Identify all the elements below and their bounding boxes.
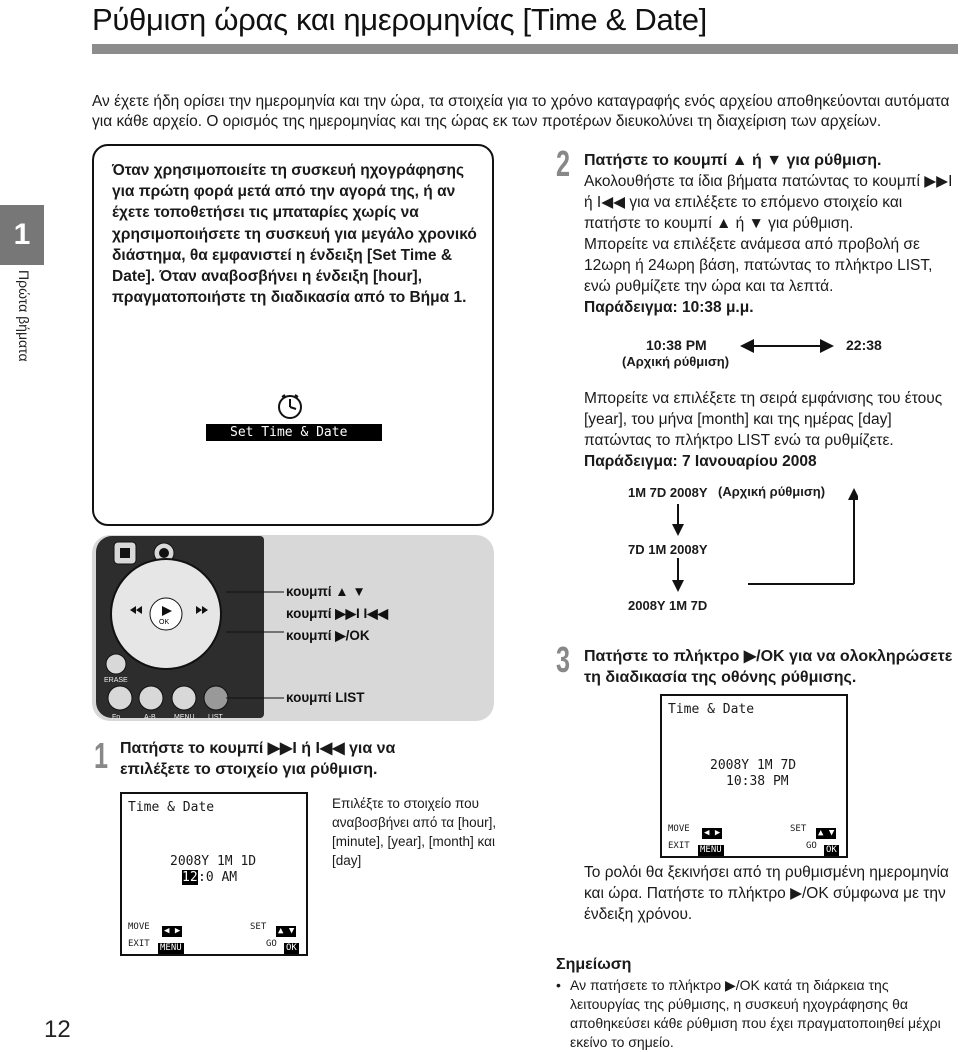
- chapter-tab: 1: [0, 205, 44, 265]
- order-1: 1M 7D 2008Y: [628, 485, 708, 500]
- order-3: 2008Y 1M 7D: [628, 598, 708, 613]
- ab-repeat-button[interactable]: [139, 686, 163, 710]
- lcd-date: 2008Y 1M 7D: [710, 758, 797, 773]
- step1-side-text: Επιλέξτε το στοιχείο που αναβοσβήνει από τα [hour], [minute], [year], [month] και [day]: [332, 796, 497, 868]
- time-24h: 22:38: [846, 337, 882, 353]
- step3-heading: Πατήστε το πλήκτρο ▶/OK για να ολοκληρώσετε τη διαδικασία της οθόνης ρύθμισης.: [584, 648, 953, 686]
- time-12h: 10:38 PM: [646, 337, 707, 353]
- menu-label: MENU: [174, 714, 195, 721]
- info-box-text: Όταν χρησιμοποιείτε τη συσκευή ηχογράφησης για πρώτη φορά μετά από την αγορά της, ή αν έχετε τοποθετήσει τις μπαταρίες χωρίς να χρησιμοποιήσετε τη συσκευή για μεγάλο χρονικό διάστημα, θα εμφανιστεί η ένδειξη [Set Time & Date]. Όταν αναβοσβήνει η ένδειξη [hour], πραγματοποιήστε τη διαδικασία από το Βήμα 1.: [112, 162, 477, 307]
- note-bullet-text: Αν πατήσετε το πλήκτρο ▶/OK κατά τη διάρκεια της λειτουργίας της ρύθμισης, η συσκευή ηχογράφησης θα αποθηκεύσει κάθε ρύθμιση που έχει πραγματοποιηθεί μέχρι εκείνο το σημείο.: [570, 977, 941, 1050]
- step2-example1: Παράδειγμα: 10:38 μ.μ.: [584, 299, 754, 316]
- callout-up-down: κουμπί ▲ ▼: [286, 584, 366, 599]
- step1-number: 1: [94, 735, 109, 776]
- lcd-menu: MENU: [700, 845, 722, 855]
- double-arrow-icon: [740, 336, 834, 356]
- lcd-go: GO: [266, 939, 277, 949]
- lcd-move-arrows: ◀ ▶: [164, 926, 181, 936]
- step3-lcd: [660, 694, 848, 858]
- lcd-set-time-banner: Set Time & Date: [206, 424, 382, 441]
- time-12h-note: (Αρχική ρύθμιση): [622, 354, 730, 369]
- page-number: 12: [44, 1016, 71, 1043]
- intro-paragraph: Αν έχετε ήδη ορίσει την ημερομηνία και την ώρα, τα στοιχεία για το χρόνο καταγραφής ενός αρχείου αποθηκεύονται αυτόματα για κάθε αρχείο. Ο ορισμός της ημερομηνίας και της ώρας εκ των προτέρων διευκολύνει τη διαχείριση των αρχείων.: [92, 93, 950, 130]
- step2-heading: Πατήστε το κουμπί ▲ ή ▼ για ρύθμιση.: [584, 152, 882, 169]
- lcd-time-rest: :0 AM: [198, 870, 238, 885]
- callout-lines: [226, 570, 286, 710]
- lcd-ok: OK: [286, 943, 297, 953]
- lcd-set-arrows: ▲ ▼: [818, 828, 835, 838]
- lcd-ok: OK: [826, 845, 837, 855]
- fn-label: Fn: [112, 714, 121, 721]
- step2-body3: Μπορείτε να επιλέξετε τη σειρά εμφάνισης του έτους [year], του μήνα [month] και της ημέρας [day] πατώντας το πλήκτρο LIST ενώ τα ρυθμίζετε.: [584, 390, 943, 449]
- step2-example2: Παράδειγμα: 7 Ιανουαρίου 2008: [584, 453, 817, 470]
- clock-icon: [276, 393, 304, 421]
- lcd-title: Time & Date: [668, 702, 755, 717]
- step1-heading: Πατήστε το κουμπί ▶▶I ή I◀◀ για να επιλέξετε το στοιχείο για ρύθμιση.: [120, 740, 396, 778]
- lcd-time: 10:38 PM: [726, 774, 789, 789]
- lcd-set: SET: [790, 824, 807, 834]
- callout-list: κουμπί LIST: [286, 690, 365, 705]
- lcd-set: SET: [250, 922, 267, 932]
- list-label: LIST: [208, 714, 223, 721]
- lcd-exit: EXIT: [668, 841, 690, 851]
- chapter-label: Πρώτα βήματα: [16, 270, 32, 362]
- lcd-menu: MENU: [160, 943, 182, 953]
- note-bullet: • Αν πατήσετε το πλήκτρο ▶/OK κατά τη διάρκεια της λειτουργίας της ρύθμισης, η συσκευή ηχογράφησης θα αποθηκεύσει κάθε ρύθμιση που έχει πραγματοποιηθεί μέχρι εκείνο το σημείο.: [556, 976, 956, 1052]
- order-2: 7D 1M 2008Y: [628, 542, 708, 557]
- list-button[interactable]: [204, 686, 228, 710]
- erase-label: ERASE: [104, 677, 128, 684]
- page-title: Ρύθμιση ώρας και ημερομηνίας [Time & Date]: [92, 2, 707, 37]
- step3-number: 3: [556, 639, 571, 680]
- lcd-title: Time & Date: [128, 800, 215, 815]
- lcd-move-arrows: ◀ ▶: [704, 828, 721, 838]
- lcd-hour-highlight: 12: [182, 870, 198, 885]
- step2-body1: Ακολουθήστε τα ίδια βήματα πατώντας το κουμπί ▶▶I ή I◀◀ για να επιλέξετε το επόμενο στοιχείο και πατήστε το κουμπί ▲ ή ▼ για ρύθμιση.: [584, 173, 953, 232]
- lcd-move: MOVE: [668, 824, 690, 834]
- ab-label: A-B: [144, 714, 156, 721]
- callout-ff-rew: κουμπί ▶▶I I◀◀: [286, 606, 389, 621]
- lcd-set-arrows: ▲ ▼: [278, 926, 295, 936]
- callout-play-ok: κουμπί ▶/OK: [286, 628, 370, 643]
- lcd-go: GO: [806, 841, 817, 851]
- order-1-note: (Αρχική ρύθμιση): [718, 484, 826, 499]
- fn-button[interactable]: [108, 686, 132, 710]
- title-rule: [92, 44, 958, 54]
- step3-body: Το ρολόι θα ξεκινήσει από τη ρυθμισμένη ημερομηνία και ώρα. Πατήστε το πλήκτρο ▶/OK σύμφωνα με την ένδειξη χρόνου.: [584, 864, 949, 923]
- note-heading: Σημείωση: [556, 956, 632, 973]
- lcd-move: MOVE: [128, 922, 150, 932]
- lcd-exit: EXIT: [128, 939, 150, 949]
- menu-button[interactable]: [172, 686, 196, 710]
- step1-lcd: [120, 792, 308, 956]
- step2-body2: Μπορείτε να επιλέξετε ανάμεσα από προβολή σε 12ωρη ή 24ωρη βάση, πατώντας το πλήκτρο LIST, ενώ ρυθμίζετε την ώρα και τα λεπτά.: [584, 236, 933, 295]
- ok-label: OK: [159, 619, 170, 626]
- lcd-date: 2008Y 1M 1D: [170, 854, 257, 869]
- step2-number: 2: [556, 143, 571, 184]
